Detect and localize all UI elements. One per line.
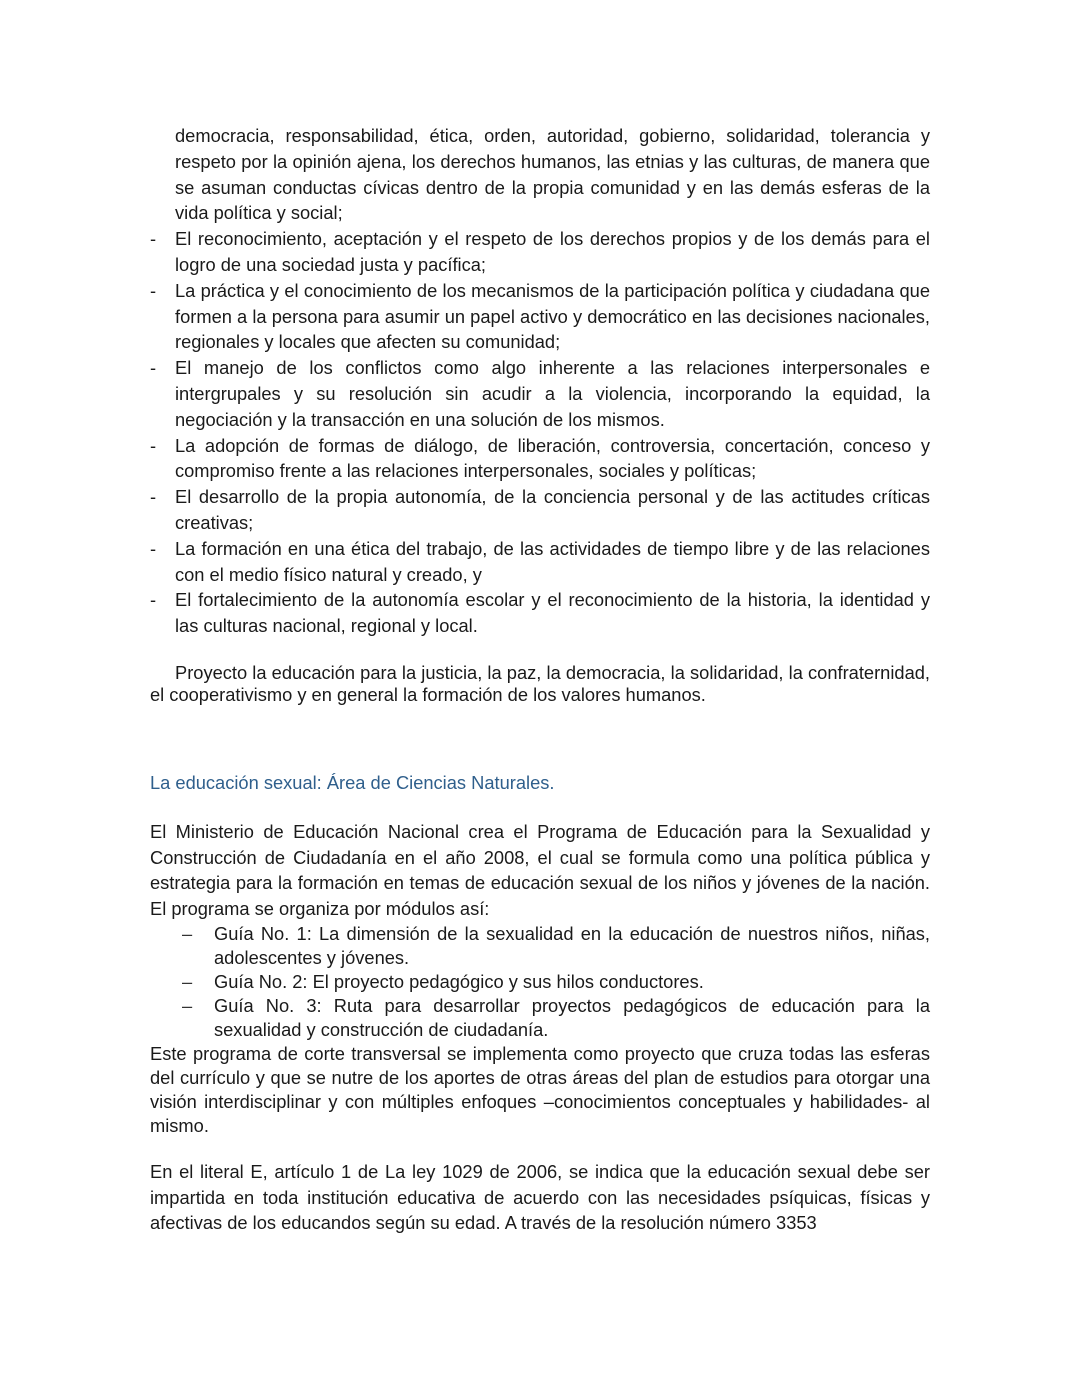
guides-list <box>150 922 930 1042</box>
guide-item <box>150 970 930 994</box>
closing-paragraph-block <box>150 662 930 706</box>
literal-block <box>150 1159 930 1236</box>
list-item-text: El reconocimiento, aceptación y el respeto de los derechos propios y de los demás para el logro de una sociedad justa y pacífica; <box>175 228 930 275</box>
law-paragraph: En el literal E, artículo 1 de La ley 1029 de 2006, se indica que la educación sexual debe ser impartida en toda institución educativa de acuerdo con las necesidades psíquicas, físicas y afectivas de los educandos según su edad. A través de la resolución número 3353 <box>150 1161 930 1233</box>
list-item <box>150 355 930 432</box>
list-continuation: democracia, responsabilidad, ética, orden, autoridad, gobierno, solidaridad, tolerancia y respeto por la opinión ajena, los derechos humanos, las etnias y las culturas, de manera que se asuman conductas cívicas dentro de la propia comunidad y en las demás esferas de la vida política y social; <box>175 125 930 224</box>
dash-bullet-icon: - <box>150 486 157 508</box>
after-block <box>150 1042 930 1138</box>
intro-block <box>150 819 930 921</box>
section-heading-block <box>150 772 930 794</box>
list-item-text: La práctica y el conocimiento de los mecanismos de la participación política y ciudadana que formen a la persona para asumir un papel activo y democrático en las decisiones nacionales, regionales y locales que afecten su comunidad; <box>175 279 930 353</box>
list-item-text: El manejo de los conflictos como algo inherente a las relaciones interpersonales e intergrupales y su resolución sin acudir a la violencia, incorporando la equidad, la negociación y la transacción en una solución de los mismos. <box>175 357 930 430</box>
dash-bullet-icon: - <box>150 537 157 559</box>
list-item-text: La formación en una ética del trabajo, de las actividades de tiempo libre y de las relaciones con el medio físico natural y creado, y <box>175 537 930 585</box>
list-item-text: La adopción de formas de diálogo, de liberación, controversia, concertación, conceso y compromiso frente a las relaciones interpersonales, sociales y políticas; <box>175 434 930 482</box>
values-list-section <box>150 123 930 639</box>
list-item <box>150 433 930 485</box>
list-item <box>150 226 930 278</box>
dash-bullet-icon: - <box>150 589 157 611</box>
dash-bullet-icon: - <box>150 279 157 301</box>
dash-bullet-icon: - <box>150 357 157 379</box>
dash-bullet-icon: – <box>182 923 193 944</box>
intro-paragraph: El Ministerio de Educación Nacional crea el Programa de Educación para la Sexualidad y Construcción de Ciudadanía en el año 2008, el cual se formula como una política pública y estrategia para la formación en temas de educación sexual de los niños y jóvenes de la nación. El programa se organiza por módulos así: <box>150 821 930 919</box>
guide-item <box>150 994 930 1042</box>
guides-block <box>150 922 930 1042</box>
list-item <box>150 484 930 536</box>
dash-bullet-icon: - <box>150 228 157 250</box>
list-item-text: El desarrollo de la propia autonomía, de la conciencia personal y de las actitudes críticas creativas; <box>175 486 930 533</box>
guide-item <box>150 922 930 970</box>
dash-bullet-icon: - <box>150 434 157 456</box>
section-heading: La educación sexual: Área de Ciencias Naturales. <box>150 772 555 793</box>
guide-item-text: Guía No. 3: Ruta para desarrollar proyectos pedagógicos de educación para la sexualidad y construcción de ciudadanía. <box>214 995 930 1040</box>
dash-bullet-icon: – <box>182 971 193 992</box>
dash-bullet-icon: – <box>182 995 193 1016</box>
guide-item-text: Guía No. 2: El proyecto pedagógico y sus hilos conductores. <box>214 971 704 992</box>
guide-item-text: Guía No. 1: La dimensión de la sexualidad en la educación de nuestros niños, niñas, adolescentes y jóvenes. <box>214 923 930 968</box>
closing-paragraph: Proyecto la educación para la justicia, la paz, la democracia, la solidaridad, la confraternidad, el cooperativismo y en general la formación de los valores humanos. <box>150 662 930 705</box>
list-item <box>150 536 930 588</box>
list-item <box>150 587 930 639</box>
transversal-paragraph: Este programa de corte transversal se implementa como proyecto que cruza todas las esferas del currículo y que se nutre de los aportes de otras áreas del plan de estudios para otorgar una visión interdisciplinar y con múltiples enfoques –conocimientos conceptuales y habilidades- al mismo. <box>150 1043 930 1136</box>
values-list <box>150 226 930 639</box>
list-item <box>150 278 930 355</box>
list-item-text: El fortalecimiento de la autonomía escolar y el reconocimiento de la historia, la identidad y las culturas nacional, regional y local. <box>175 589 930 637</box>
